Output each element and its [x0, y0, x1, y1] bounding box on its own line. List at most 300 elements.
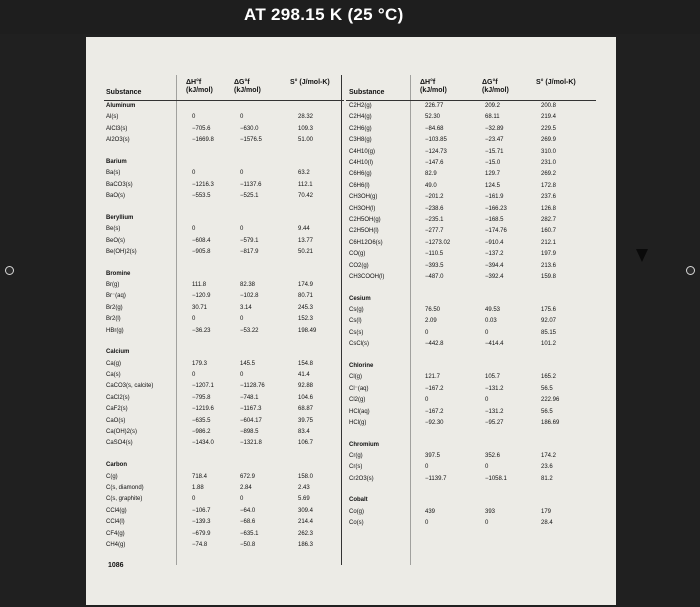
substance-cell: Co(s) — [349, 520, 364, 527]
document-page — [86, 37, 616, 605]
s-cell: 158.0 — [298, 473, 314, 480]
dg-cell: −15.71 — [485, 148, 504, 155]
title-bar — [0, 0, 700, 34]
table-row — [106, 406, 338, 413]
table-row — [349, 263, 601, 270]
dg-cell: −68.6 — [240, 519, 256, 526]
table-row — [106, 496, 338, 503]
dg-cell: 0 — [240, 316, 244, 323]
table-row — [349, 509, 601, 516]
dh-cell: −106.7 — [192, 507, 211, 514]
left-table — [106, 103, 338, 558]
substance-cell: Br2(g) — [106, 304, 123, 311]
dh-cell: −1434.0 — [192, 440, 214, 447]
s-cell: 231.0 — [541, 160, 557, 166]
table-row — [106, 531, 338, 538]
table-row — [349, 341, 601, 348]
substance-cell: C6H6(l) — [349, 182, 370, 189]
dg-cell: 145.5 — [240, 360, 256, 367]
dg-cell: −579.1 — [240, 237, 259, 244]
dg-cell: −131.2 — [485, 385, 504, 392]
substance-cell: BeO(s) — [106, 237, 126, 244]
table-row — [106, 316, 338, 323]
s-cell: 159.8 — [541, 274, 557, 280]
page-title: AT 298.15 K (25 °C) — [244, 5, 404, 24]
substance-cell: BaCO3(s) — [106, 181, 133, 188]
s-cell: 50.21 — [298, 248, 314, 255]
dh-cell: −110.5 — [425, 251, 444, 258]
dh-cell: 397.5 — [425, 452, 441, 459]
dg-cell: −166.23 — [485, 205, 507, 212]
table-row — [349, 318, 601, 325]
table-row — [349, 420, 601, 427]
dg-cell: 0 — [485, 329, 489, 336]
s-cell: 160.7 — [541, 228, 557, 235]
dg-cell: 0 — [240, 226, 244, 233]
substance-cell: Barium — [106, 158, 127, 165]
substance-cell: Chlorine — [349, 362, 374, 369]
dg-cell: −394.4 — [485, 262, 504, 269]
dh-cell: −124.73 — [425, 148, 447, 155]
dh-cell: 52.30 — [425, 114, 441, 121]
dh-cell: −393.5 — [425, 262, 444, 269]
dh-cell: 0 — [192, 170, 196, 177]
dh-cell: −553.5 — [192, 193, 211, 200]
dg-cell: 129.7 — [485, 171, 501, 178]
dg-cell: 0 — [240, 496, 244, 503]
s-cell: 51.00 — [298, 137, 314, 144]
dh-cell: −167.2 — [425, 385, 444, 392]
table-row — [106, 238, 338, 245]
group-heading — [106, 215, 338, 222]
s-cell: 269.2 — [541, 171, 557, 178]
dg-cell: 0.03 — [485, 318, 497, 325]
dh-cell: −74.8 — [192, 541, 208, 548]
s-cell: 237.6 — [541, 194, 557, 201]
substance-cell: Carbon — [106, 462, 127, 469]
table-row — [349, 183, 601, 190]
dh-cell: −238.6 — [425, 205, 444, 212]
dh-cell: −1216.3 — [192, 181, 214, 188]
group-heading — [349, 363, 601, 370]
table-row — [349, 114, 601, 121]
table-row — [106, 114, 338, 121]
table-row — [106, 485, 338, 492]
table-row — [106, 170, 338, 177]
s-cell: 41.4 — [298, 372, 310, 379]
dh-cell: −635.5 — [192, 417, 211, 424]
dh-cell: 121.7 — [425, 374, 441, 381]
s-cell: 68.87 — [298, 406, 314, 413]
mouse-cursor-icon — [636, 249, 648, 262]
dg-cell: 82.38 — [240, 281, 256, 288]
s-cell: 179 — [541, 508, 552, 515]
table-row — [349, 476, 601, 483]
s-cell: 229.5 — [541, 125, 557, 132]
table-row — [349, 171, 601, 178]
substance-cell: Cl2(g) — [349, 397, 366, 404]
dh-cell: 82.9 — [425, 171, 437, 178]
dh-cell: 718.4 — [192, 473, 208, 480]
table-row — [349, 251, 601, 258]
dg-cell: −1321.8 — [240, 440, 262, 447]
s-cell: 172.8 — [541, 182, 557, 189]
substance-cell: Ca(s) — [106, 372, 121, 379]
dh-cell: −103.85 — [425, 137, 447, 144]
dg-cell: 0 — [240, 170, 244, 177]
s-cell: 85.15 — [541, 329, 557, 336]
dh-cell: 0 — [425, 520, 429, 527]
dg-cell: −32.89 — [485, 125, 504, 132]
substance-cell: AlCl3(s) — [106, 125, 128, 132]
substance-cell: C3H8(g) — [349, 137, 372, 144]
table-row — [349, 240, 601, 247]
s-cell: 70.42 — [298, 193, 314, 200]
dg-cell: 0 — [485, 520, 489, 527]
s-cell: 28.32 — [298, 114, 314, 121]
table-row — [349, 409, 601, 416]
dh-cell: 0 — [192, 496, 196, 503]
dg-cell: −102.8 — [240, 293, 259, 300]
table-divider — [341, 75, 342, 565]
table-row — [106, 361, 338, 368]
s-cell: 104.6 — [298, 394, 314, 401]
dh-cell: −36.23 — [192, 327, 211, 334]
table-row — [349, 520, 601, 527]
dh-cell: −1207.1 — [192, 383, 214, 390]
table-row — [349, 126, 601, 133]
substance-cell: Cs(s) — [349, 329, 364, 336]
s-cell: 269.9 — [541, 137, 557, 144]
s-cell: 63.2 — [298, 170, 310, 177]
s-cell: 2.43 — [298, 484, 310, 491]
dh-cell: −277.7 — [425, 228, 444, 235]
substance-cell: C6H12O6(s) — [349, 239, 383, 246]
substance-cell: Co(g) — [349, 508, 365, 515]
dh-cell: −201.2 — [425, 194, 444, 201]
table-row — [349, 160, 601, 167]
dh-cell: 49.0 — [425, 182, 437, 189]
table-row — [106, 508, 338, 515]
s-cell: 83.4 — [298, 429, 310, 436]
s-cell: 213.6 — [541, 262, 557, 269]
s-cell: 39.75 — [298, 417, 314, 424]
left-dg-header: ΔG°f (kJ/mol) — [234, 79, 261, 94]
substance-cell: CaF2(s) — [106, 406, 128, 413]
substance-cell: Cobalt — [349, 497, 368, 504]
dh-cell: 0 — [192, 114, 196, 121]
dg-cell: −15.0 — [485, 160, 501, 166]
substance-cell: HBr(g) — [106, 327, 124, 334]
substance-cell: Cr(s) — [349, 464, 363, 471]
substance-cell: CCl4(l) — [106, 519, 125, 526]
dh-cell: −120.9 — [192, 293, 211, 300]
s-cell: 175.6 — [541, 307, 557, 314]
page-number: 1086 — [108, 562, 124, 569]
table-row — [349, 274, 601, 281]
s-cell: 197.9 — [541, 251, 557, 258]
s-cell: 222.96 — [541, 397, 560, 404]
dg-cell: 0 — [485, 397, 489, 404]
substance-cell: Ba(s) — [106, 170, 121, 177]
s-cell: 200.8 — [541, 103, 557, 109]
left-radio-dot-icon[interactable] — [5, 266, 14, 275]
table-row — [106, 249, 338, 256]
dh-cell: 0 — [425, 329, 429, 336]
left-s-header: S° (J/mol-K) — [290, 79, 330, 86]
s-cell: 81.2 — [541, 475, 553, 482]
table-row — [106, 293, 338, 300]
substance-cell: C(s, graphite) — [106, 496, 143, 503]
s-cell: 112.1 — [298, 181, 313, 188]
dg-cell: −161.9 — [485, 194, 504, 201]
dh-cell: −679.9 — [192, 530, 211, 537]
s-cell: 186.3 — [298, 541, 314, 548]
table-row — [349, 374, 601, 381]
table-row — [349, 228, 601, 235]
dh-cell: −147.6 — [425, 160, 444, 166]
group-heading — [106, 349, 338, 356]
left-substance-header: Substance — [106, 89, 142, 96]
right-dh-header: ΔH°f (kJ/mol) — [420, 79, 447, 94]
table-row — [106, 137, 338, 144]
dg-cell: 0 — [240, 114, 244, 121]
table-row — [106, 542, 338, 549]
dg-cell: −50.8 — [240, 541, 256, 548]
s-cell: 154.8 — [298, 360, 314, 367]
dg-cell: −95.27 — [485, 419, 504, 426]
table-row — [349, 103, 601, 110]
table-row — [106, 193, 338, 200]
right-substance-header: Substance — [349, 89, 385, 96]
substance-cell: Cl⁻(aq) — [349, 385, 369, 392]
dh-cell: 0 — [425, 464, 429, 471]
substance-cell: C2H5OH(l) — [349, 228, 379, 235]
dh-cell: 439 — [425, 508, 436, 515]
dh-cell: 0 — [192, 316, 196, 323]
dh-cell: −139.3 — [192, 519, 211, 526]
dh-cell: 30.71 — [192, 304, 208, 311]
right-table — [349, 103, 601, 558]
table-row — [106, 474, 338, 481]
dg-cell: −1128.76 — [240, 383, 265, 390]
dh-cell: 2.09 — [425, 318, 437, 325]
s-cell: 174.9 — [298, 281, 314, 288]
dg-cell: −604.17 — [240, 417, 262, 424]
substance-cell: Br⁻(aq) — [106, 293, 126, 300]
substance-cell: Cr2O3(s) — [349, 475, 374, 482]
dh-cell: 111.8 — [192, 281, 207, 288]
substance-cell: BaO(s) — [106, 193, 126, 200]
table-row — [106, 372, 338, 379]
substance-cell: C2H6(g) — [349, 125, 372, 132]
dh-cell: −1139.7 — [425, 475, 447, 482]
substance-cell: HCl(g) — [349, 419, 367, 426]
s-cell: 23.6 — [541, 464, 553, 471]
dg-cell: 68.11 — [485, 114, 500, 121]
table-row — [106, 429, 338, 436]
substance-cell: CO(g) — [349, 251, 366, 258]
table-row — [106, 226, 338, 233]
substance-cell: Calcium — [106, 349, 130, 356]
substance-cell: C4H10(l) — [349, 160, 374, 166]
dg-cell: 393 — [485, 508, 496, 515]
substance-cell: Ca(g) — [106, 360, 122, 367]
substance-cell: Ca(OH)2(s) — [106, 429, 137, 436]
table-row — [106, 519, 338, 526]
substance-cell: CH3COOH(l) — [349, 274, 385, 280]
s-cell: 80.71 — [298, 293, 314, 300]
substance-cell: Al2O3(s) — [106, 137, 130, 144]
dg-cell: −53.22 — [240, 327, 259, 334]
dg-cell: −635.1 — [240, 530, 259, 537]
dg-cell: −168.5 — [485, 217, 504, 223]
dh-cell: −235.1 — [425, 217, 444, 223]
s-cell: 174.2 — [541, 452, 557, 459]
dh-cell: −1273.02 — [425, 239, 451, 246]
substance-cell: C4H10(g) — [349, 148, 376, 155]
dg-cell: −414.4 — [485, 341, 504, 348]
dg-cell: −1576.5 — [240, 137, 262, 144]
table-row — [349, 137, 601, 144]
dg-cell: 3.14 — [240, 304, 252, 311]
dh-cell: −92.30 — [425, 419, 444, 426]
group-heading — [106, 462, 338, 469]
substance-cell: C(s, diamond) — [106, 484, 144, 491]
substance-cell: CaO(s) — [106, 417, 126, 424]
substance-cell: CaCl2(s) — [106, 394, 130, 401]
s-cell: 92.07 — [541, 318, 557, 325]
dg-cell: −525.1 — [240, 193, 259, 200]
dh-cell: −487.0 — [425, 274, 444, 280]
dg-cell: −137.2 — [485, 251, 504, 258]
table-row — [349, 397, 601, 404]
group-heading — [106, 159, 338, 166]
dh-cell: −608.4 — [192, 237, 211, 244]
dg-cell: −898.5 — [240, 429, 259, 436]
dg-cell: 49.53 — [485, 307, 501, 314]
dg-cell: −392.4 — [485, 274, 504, 280]
substance-cell: C(g) — [106, 473, 118, 480]
substance-cell: Be(OH)2(s) — [106, 248, 137, 255]
s-cell: 219.4 — [541, 114, 557, 121]
s-cell: 92.88 — [298, 383, 314, 390]
table-row — [349, 206, 601, 213]
substance-cell: CH3OH(g) — [349, 194, 378, 201]
s-cell: 13.77 — [298, 237, 314, 244]
table-row — [349, 464, 601, 471]
dh-cell: −167.2 — [425, 408, 444, 415]
substance-cell: CaSO4(s) — [106, 440, 133, 447]
s-cell: 109.3 — [298, 125, 314, 132]
s-cell: 165.2 — [541, 374, 557, 381]
dg-cell: −174.76 — [485, 228, 507, 235]
dg-cell: 672.9 — [240, 473, 256, 480]
table-row — [106, 418, 338, 425]
substance-cell: CF4(g) — [106, 530, 125, 537]
substance-cell: Cs(g) — [349, 307, 364, 314]
table-row — [106, 282, 338, 289]
substance-cell: Bromine — [106, 270, 131, 277]
substance-cell: C2H4(g) — [349, 114, 372, 121]
table-row — [349, 149, 601, 156]
s-cell: 9.44 — [298, 226, 310, 233]
substance-cell: Cesium — [349, 295, 371, 302]
dh-cell: 0 — [192, 372, 196, 379]
dg-cell: 2.84 — [240, 484, 252, 491]
table-row — [106, 126, 338, 133]
s-cell: 28.4 — [541, 520, 553, 527]
right-dg-header: ΔG°f (kJ/mol) — [482, 79, 509, 94]
dh-cell: 76.50 — [425, 307, 441, 314]
substance-cell: Br(g) — [106, 281, 120, 288]
s-cell: 56.5 — [541, 385, 553, 392]
dh-cell: −986.2 — [192, 429, 211, 436]
dh-cell: 0 — [425, 397, 429, 404]
dg-cell: −817.9 — [240, 248, 259, 255]
dg-cell: −910.4 — [485, 239, 504, 246]
left-header-rule — [104, 100, 344, 101]
dh-cell: 1.88 — [192, 484, 204, 491]
dh-cell: −442.8 — [425, 341, 444, 348]
substance-cell: Chromium — [349, 441, 379, 448]
substance-cell: CCl4(g) — [106, 507, 127, 514]
substance-cell: CO2(g) — [349, 262, 369, 269]
dg-cell: 0 — [485, 464, 489, 471]
dg-cell: −1058.1 — [485, 475, 507, 482]
dh-cell: −795.8 — [192, 394, 211, 401]
table-row — [349, 194, 601, 201]
group-heading — [349, 497, 601, 504]
dg-cell: −64.0 — [240, 507, 256, 514]
dh-cell: −905.8 — [192, 248, 211, 255]
substance-cell: Cr(g) — [349, 452, 363, 459]
dg-cell: −748.1 — [240, 394, 259, 401]
s-cell: 101.2 — [541, 341, 557, 348]
dh-cell: 179.3 — [192, 360, 208, 367]
s-cell: 245.3 — [298, 304, 314, 311]
table-row — [106, 182, 338, 189]
right-radio-dot-icon[interactable] — [686, 266, 695, 275]
table-row — [106, 328, 338, 335]
substance-cell: Be(s) — [106, 226, 121, 233]
substance-cell: C6H6(g) — [349, 171, 372, 178]
s-cell: 310.0 — [541, 148, 557, 155]
dh-cell: −705.6 — [192, 125, 211, 132]
substance-cell: Al(s) — [106, 114, 119, 121]
substance-cell: Cl(g) — [349, 374, 362, 381]
substance-cell: C2H5OH(g) — [349, 217, 381, 223]
dh-cell: 226.77 — [425, 103, 444, 109]
dg-cell: 352.6 — [485, 452, 501, 459]
s-cell: 126.8 — [541, 205, 557, 212]
s-cell: 106.7 — [298, 440, 314, 447]
s-cell: 214.4 — [298, 519, 314, 526]
dh-cell: −1669.8 — [192, 137, 214, 144]
table-row — [349, 453, 601, 460]
table-row — [349, 386, 601, 393]
substance-cell: C2H2(g) — [349, 103, 372, 109]
group-heading — [106, 271, 338, 278]
table-row — [106, 383, 338, 390]
dg-cell: −131.2 — [485, 408, 504, 415]
s-cell: 198.49 — [298, 327, 317, 334]
group-heading — [349, 296, 601, 303]
s-cell: 186.69 — [541, 419, 560, 426]
dg-cell: 0 — [240, 372, 244, 379]
right-s-header: S° (J/mol-K) — [536, 79, 576, 86]
dg-cell: −630.0 — [240, 125, 259, 132]
